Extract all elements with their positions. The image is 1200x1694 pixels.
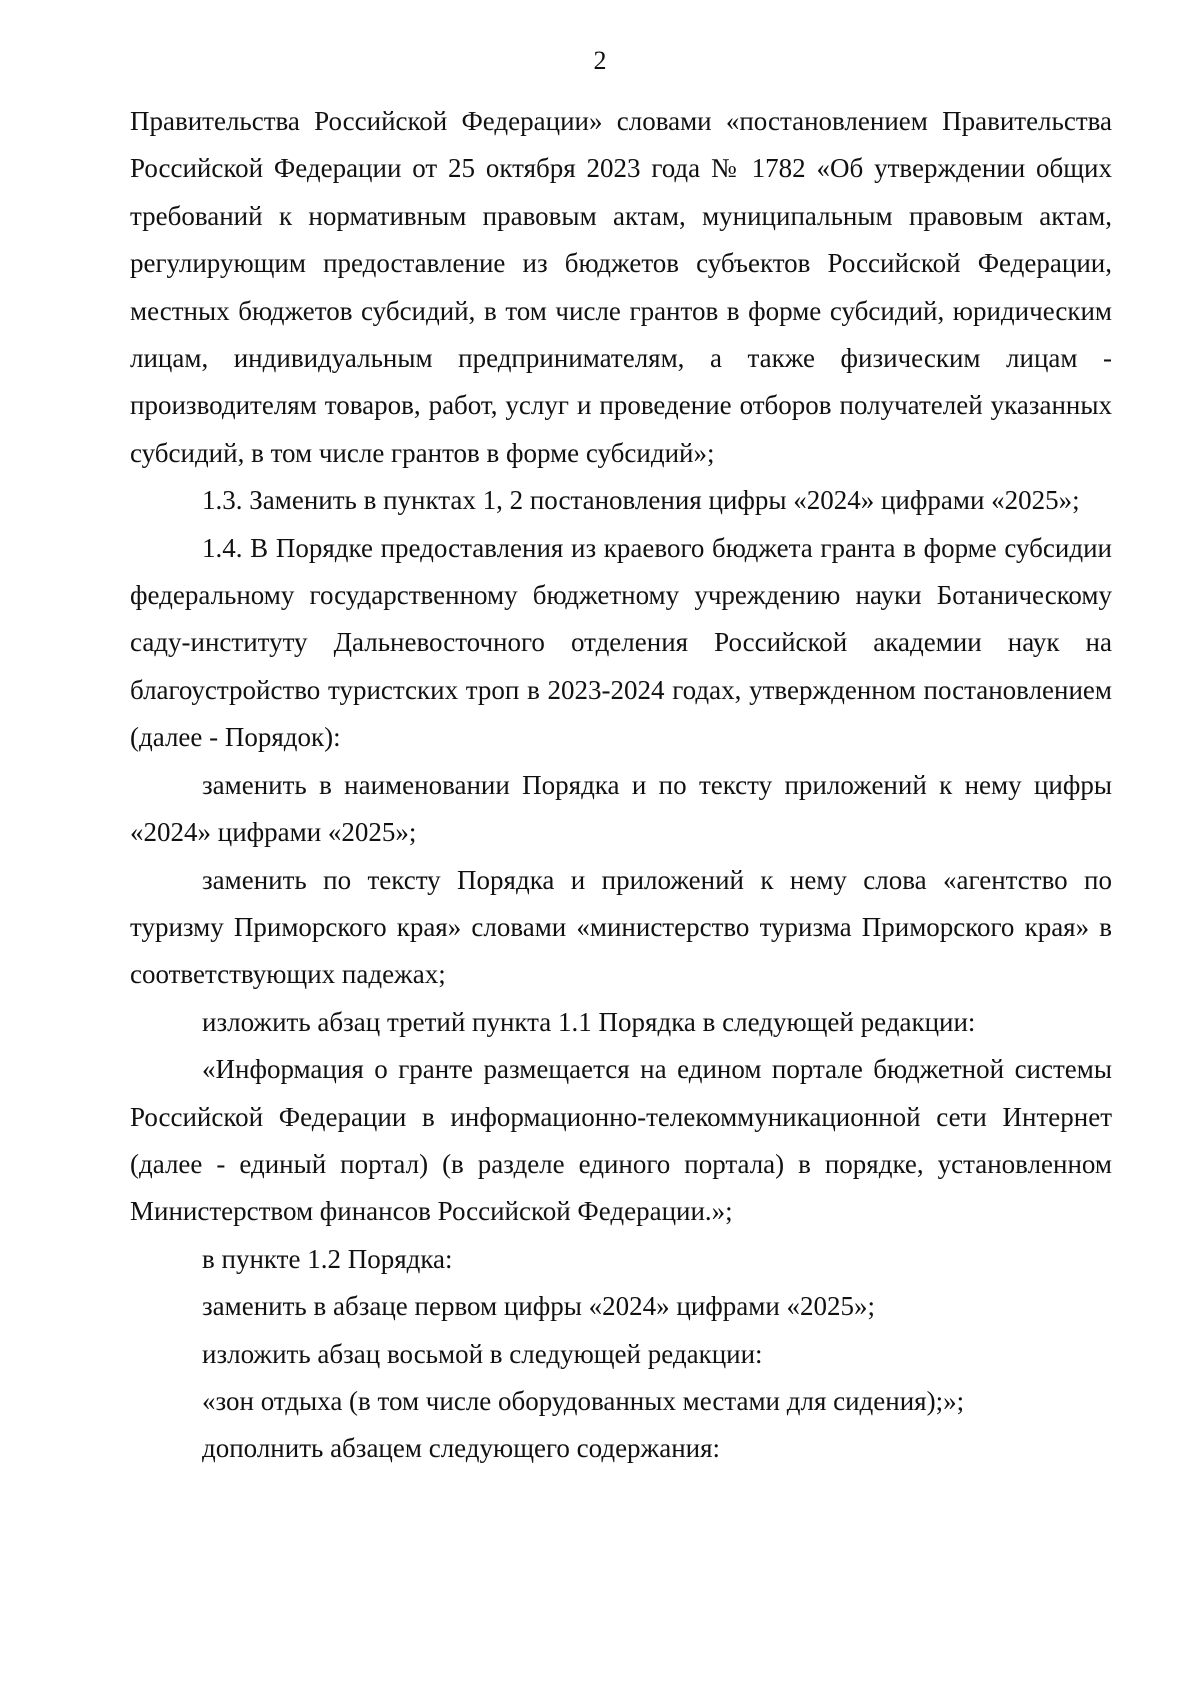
paragraph-quote-zones: «зон отдыха (в том числе оборудованных местами для сидения);»; — [202, 1385, 965, 1416]
paragraph-replace-first: заменить в абзаце первом цифры «2024» цифрами «2025»; — [202, 1291, 876, 1322]
page-number: 2 — [593, 46, 607, 75]
document-body — [130, 98, 1112, 1473]
paragraph-restate-1-1: изложить абзац третий пункта 1.1 Порядка в следующей редакции: — [202, 1006, 976, 1037]
paragraph-supplement: дополнить абзацем следующего содержания: — [202, 1433, 721, 1464]
paragraph-1-4: 1.4. В Порядке предоставления из краевого бюджета гранта в форме субсидии федеральному государственному бюджетному учреждению науки Ботаническому саду-институту Дальневосточного отделения Российской академии наук на благоустройство туристских троп в 2023-2024 годах, утвержденном постановлением (далее - Порядок): — [130, 532, 1112, 753]
paragraph-replace-name: заменить в наименовании Порядка и по тексту приложений к нему цифры «2024» цифрами «2025»; — [130, 769, 1112, 848]
paragraph-restate-eighth: изложить абзац восьмой в следующей редакции: — [202, 1338, 763, 1369]
paragraph-1-3: 1.3. Заменить в пунктах 1, 2 постановления цифры «2024» цифрами «2025»; — [202, 485, 1080, 516]
paragraph-in-item-1-2: в пункте 1.2 Порядка: — [202, 1243, 453, 1274]
paragraph-quote-info: «Информация о гранте размещается на едином портале бюджетной системы Российской Федерации в информационно-телекоммуникационной сети Интернет (далее - единый портал) (в разделе единого портала) в порядке, установленном Министерством финансов Российской Федерации.»; — [130, 1054, 1112, 1227]
paragraph-continuation: Правительства Российской Федерации» словами «постановлением Правительства Российской Федерации от 25 октября 2023 года № 1782 «Об утверждении общих требований к нормативным правовым актам, муниципальным правовым актам, регулирующим предоставление из бюджетов субъектов Российской Федерации, местных бюджетов субсидий, в том числе грантов в форме субсидий, юридическим лицам, индивидуальным предпринимателям, а также физическим лицам - производителям товаров, работ, услуг и проведение отборов получателей указанных субсидий, в том числе грантов в форме субсидий»; — [130, 106, 1112, 468]
paragraph-replace-words: заменить по тексту Порядка и приложений к нему слова «агентство по туризму Приморского края» словами «министерство туризма Приморского края» в соответствующих падежах; — [130, 864, 1112, 990]
